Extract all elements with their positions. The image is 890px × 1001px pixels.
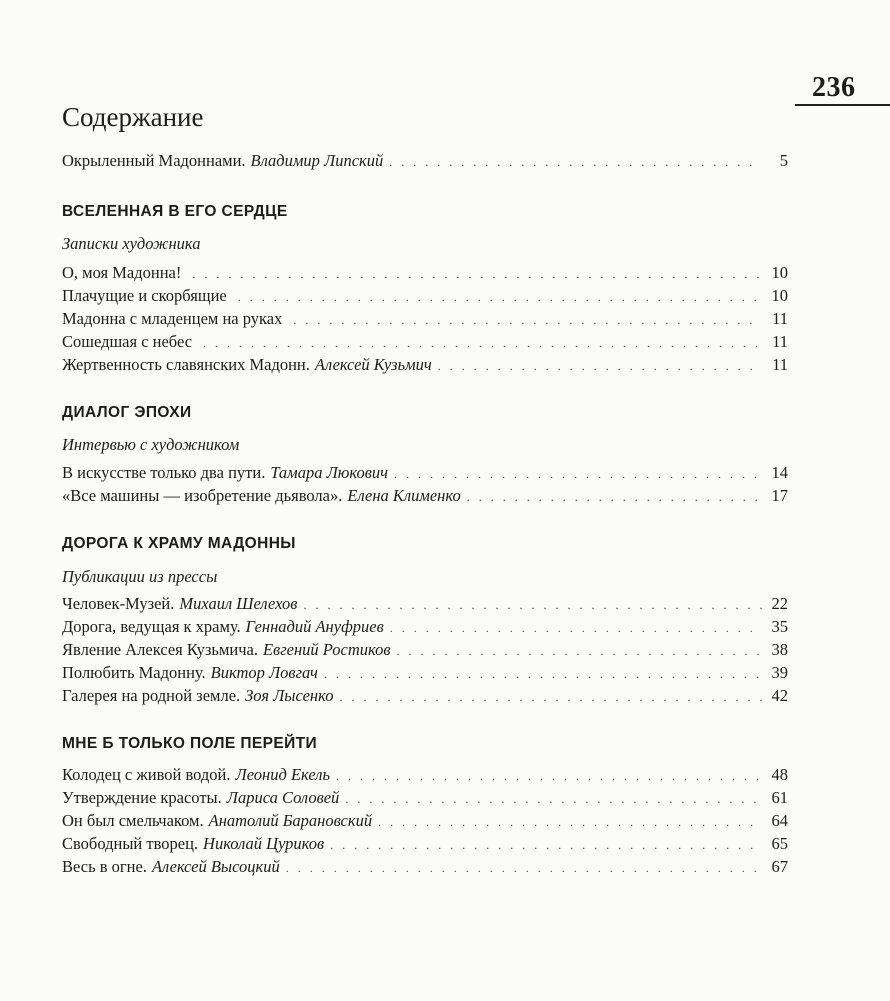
section-heading: ДИАЛОГ ЭПОХИ xyxy=(62,404,192,421)
leader-dots xyxy=(467,490,762,505)
toc-entry[interactable] xyxy=(62,788,788,810)
entry-page: 10 xyxy=(771,286,788,305)
entry-title: В искусстве только два пути. xyxy=(62,463,266,482)
entry-title: Весь в огне. xyxy=(62,857,147,876)
entry-page: 48 xyxy=(771,765,788,784)
leader-dots xyxy=(339,690,762,705)
toc-entry[interactable] xyxy=(62,463,788,485)
entry-title: Сошедшая с небес xyxy=(62,332,193,351)
entry-title: Жертвенность славянских Мадонн. xyxy=(62,355,310,374)
entry-title: Плачущие и скорбящие xyxy=(62,286,227,305)
leader-dots xyxy=(324,667,762,682)
leader-dots xyxy=(394,467,762,482)
section-heading: ВСЕЛЕННАЯ В ЕГО СЕРДЦЕ xyxy=(62,203,288,220)
toc-entry[interactable] xyxy=(62,486,788,508)
toc-entry[interactable] xyxy=(62,594,788,616)
page-number-rule xyxy=(795,104,890,106)
leader-dots xyxy=(378,815,762,830)
entry-title: Галерея на родной земле. xyxy=(62,686,241,705)
entry-author: Зоя Лысенко xyxy=(245,686,334,705)
entry-author: Леонид Екель xyxy=(235,765,330,784)
entry-page: 5 xyxy=(779,151,788,170)
leader-dots xyxy=(438,359,762,374)
entry-author: Елена Клименко xyxy=(347,486,461,505)
entry-title: «Все машины — изобретение дьявола». xyxy=(62,486,343,505)
toc-entry[interactable] xyxy=(62,640,788,662)
entry-title: Утверждение красоты. xyxy=(62,788,222,807)
entry-page: 11 xyxy=(772,309,788,328)
entry-title: Полюбить Мадонну. xyxy=(62,663,206,682)
toc-entry[interactable] xyxy=(62,617,788,639)
entry-title: Мадонна с младенцем на руках xyxy=(62,309,283,328)
entry-author: Николай Цуриков xyxy=(203,834,325,853)
entry-page: 39 xyxy=(771,663,788,682)
leader-dots xyxy=(345,792,762,807)
leader-dots xyxy=(330,838,762,853)
toc-entry[interactable] xyxy=(62,811,788,833)
section-heading: МНЕ Б ТОЛЬКО ПОЛЕ ПЕРЕЙТИ xyxy=(62,735,318,752)
page-number: 236 xyxy=(812,72,856,103)
entry-page: 64 xyxy=(771,811,788,830)
leader-dots xyxy=(192,267,762,282)
entry-page: 11 xyxy=(772,332,788,351)
entry-author: Анатолий Барановский xyxy=(208,811,373,830)
entry-author: Алексей Высоцкий xyxy=(151,857,280,876)
section-subheading: Записки художника xyxy=(62,234,201,253)
entry-title: Свободный творец. xyxy=(62,834,199,853)
entry-page: 22 xyxy=(771,594,788,613)
entry-title: Колодец с живой водой. xyxy=(62,765,231,784)
toc-entry[interactable] xyxy=(62,857,788,879)
leader-dots xyxy=(389,155,762,170)
section-heading: ДОРОГА К ХРАМУ МАДОННЫ xyxy=(62,535,296,552)
entry-page: 61 xyxy=(771,788,788,807)
entry-author: Лариса Соловей xyxy=(226,788,340,807)
entry-title: Он был смельчаком. xyxy=(62,811,204,830)
entry-page: 38 xyxy=(771,640,788,659)
leader-dots xyxy=(397,644,762,659)
entry-page: 14 xyxy=(771,463,788,482)
entry-title: Окрыленный Мадоннами. xyxy=(62,151,246,170)
leader-dots xyxy=(390,621,762,636)
section-subheading: Публикации из прессы xyxy=(62,567,218,586)
toc-entry[interactable] xyxy=(62,834,788,856)
toc-entry[interactable] xyxy=(62,286,788,308)
entry-title: Явление Алексея Кузьмича. xyxy=(62,640,258,659)
entry-author: Геннадий Ануфриев xyxy=(245,617,384,636)
leader-dots xyxy=(286,861,762,876)
entry-page: 17 xyxy=(771,486,788,505)
entry-page: 35 xyxy=(771,617,788,636)
leader-dots xyxy=(238,290,762,305)
toc-entry[interactable] xyxy=(62,663,788,685)
entry-author: Виктор Ловгач xyxy=(210,663,318,682)
leader-dots xyxy=(293,313,762,328)
entry-author: Михаил Шелехов xyxy=(179,594,298,613)
toc-title: Содержание xyxy=(62,102,204,132)
entry-page: 65 xyxy=(771,834,788,853)
leader-dots xyxy=(303,598,762,613)
entry-page: 11 xyxy=(772,355,788,374)
entry-title: Дорога, ведущая к храму. xyxy=(62,617,241,636)
entry-page: 42 xyxy=(771,686,788,705)
toc-entry[interactable] xyxy=(62,686,788,708)
toc-entry[interactable] xyxy=(62,332,788,354)
entry-author: Евгений Ростиков xyxy=(262,640,391,659)
leader-dots xyxy=(203,336,762,351)
entry-author: Владимир Липский xyxy=(250,151,384,170)
toc-entry[interactable] xyxy=(62,355,788,377)
toc-entry[interactable] xyxy=(62,765,788,787)
entry-page: 10 xyxy=(771,263,788,282)
toc-entry[interactable] xyxy=(62,263,788,285)
entry-author: Тамара Люкович xyxy=(270,463,388,482)
entry-title: О, моя Мадонна! xyxy=(62,263,182,282)
entry-page: 67 xyxy=(771,857,788,876)
toc-entry-intro[interactable] xyxy=(62,151,788,173)
entry-author: Алексей Кузьмич xyxy=(314,355,432,374)
toc-entry[interactable] xyxy=(62,309,788,331)
section-subheading: Интервью с художником xyxy=(62,435,240,454)
entry-title: Человек-Музей. xyxy=(62,594,175,613)
leader-dots xyxy=(336,769,762,784)
